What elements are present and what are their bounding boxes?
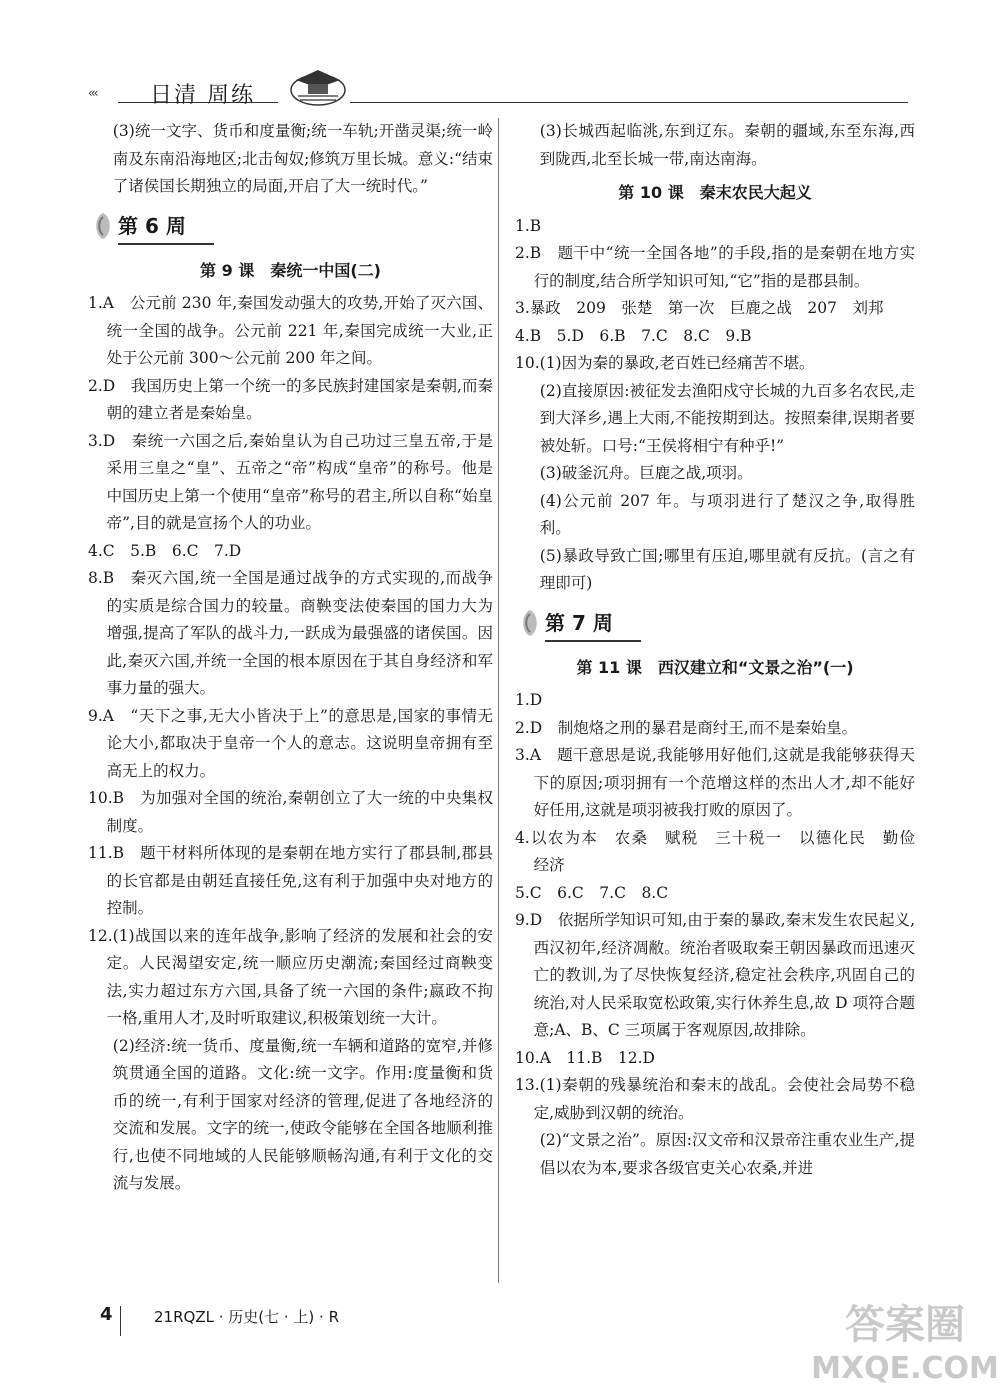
answer-subitem: (3)破釜沉舟。巨鹿之战,项羽。	[539, 464, 753, 482]
answer-subitem: (2)经济:统一货币、度量衡,统一车辆和道路的宽窄,并修筑贯通全国的道路。文化:统一文字。作用:度量衡和货币的统一,有利于国家对经济的管理,促进了各地经济的交流和发展。文字的统一,使政令能够在全国各地顺利推行,也使不同地域的人民能够顺畅沟通,有利于文化的交流与发展。	[112, 1036, 493, 1192]
answer-item: 3.暴政 209 张楚 第一次 巨鹿之战 207 刘邦	[515, 299, 884, 317]
watermark-logo-icon	[810, 1290, 1000, 1390]
answer-paragraph: (3)统一文字、货币和度量衡;统一车轨;开凿灵渠;统一岭南及东南沿海地区;北击匈奴;修筑万里长城。意义:“结束了诸侯国长期独立的局面,开启了大一统时代。”	[112, 122, 493, 195]
header-title: 日清 周练	[150, 83, 255, 108]
lesson-title: 第 11 课 西汉建立和“文景之治”(一)	[576, 657, 854, 677]
answer-item: 4.B 5.D 6.B 7.C 8.C 9.B	[515, 326, 752, 345]
swirl-icon	[90, 211, 116, 241]
answer-item: 2.D 我国历史上第一个统一的多民族封建国家是秦朝,而秦朝的建立者是秦始皇。	[88, 376, 493, 422]
answer-item: 3.A 题干意思是说,我能够用好他们,这就是我能够获得天下的原因;项羽拥有一个范增这样的杰出人才,却不能好好任用,这就是项羽被我打败的原因了。	[515, 746, 915, 819]
footer-rule	[120, 1306, 121, 1336]
answer-subitem: (4)公元前 207 年。与项羽进行了楚汉之争,取得胜利。	[539, 491, 915, 537]
answer-item: 1.A 公元前 230 年,秦国发动强大的攻势,开始了灭六国、统一全国的战争。公元前 221 年,秦国完成统一大业,正处于公元前 300～公元前 200 年之间。	[88, 294, 493, 367]
swirl-icon	[517, 608, 543, 638]
lesson-title: 第 9 课 秦统一中国(二)	[200, 260, 381, 280]
graduation-cap-logo-icon	[288, 62, 348, 108]
watermark-line1: 答案圈	[845, 1302, 965, 1348]
header-rule	[350, 102, 908, 103]
answer-item: 9.D 依据所学知识可知,由于秦的暴政,秦末发生农民起义,西汉初年,经济凋敝。统治者吸取秦王朝因暴政而迅速灭亡的教训,为了尽快恢复经济,稳定社会秩序,巩固自己的统治,对人民采取宽松政策,实行休养生息,故 D 项符合题意;A、B、C 三项属于客观原因,故排除。	[515, 911, 915, 1039]
lesson-title: 第 10 课 秦末农民大起义	[618, 183, 812, 202]
answer-item: 1.B	[515, 216, 542, 235]
answer-item: 2.B 题干中“统一全国各地”的手段,指的是秦朝在地方实行的制度,结合所学知识可知,“它”指的是郡县制。	[515, 244, 915, 290]
answer-item: 10.B 为加强对全国的统治,秦朝创立了大一统的中央集权制度。	[88, 789, 493, 835]
answer-subitem: (5)暴政导致亡国;哪里有压迫,哪里就有反抗。(言之有理即可)	[539, 546, 915, 592]
week-underline	[118, 243, 214, 245]
header-arrows: ‹‹‹	[88, 86, 97, 100]
answer-item: 3.D 秦统一六国之后,秦始皇认为自己功过三皇五帝,于是采用三皇之“皇”、五帝之“帝”构成“皇帝”的称号。他是中国历史上第一个使用“皇帝”称号的君主,所以自称“始皇帝”,目的就是宣扬个人的功业。	[88, 431, 493, 532]
answer-item: 1.D	[515, 691, 543, 709]
week-title: 第 7 周	[545, 610, 613, 635]
answer-item: 5.C 6.C 7.C 8.C	[515, 883, 669, 902]
answer-item: 4.C 5.B 6.C 7.D	[88, 541, 242, 560]
page-header	[88, 76, 908, 106]
column-divider	[498, 118, 499, 1283]
page-number: 4	[100, 1304, 113, 1325]
answer-item: 2.D 制炮烙之刑的暴君是商纣王,而不是秦始皇。	[515, 718, 858, 737]
answer-item: 10.(1)因为秦的暴政,老百姓已经痛苦不堪。	[515, 354, 815, 372]
watermark-line2: MXQE.COM	[811, 1351, 999, 1386]
answer-paragraph: (3)长城西起临洮,东到辽东。秦朝的疆域,东至东海,西到陇西,北至长城一带,南达南海。	[539, 122, 915, 168]
page-footer	[100, 1300, 500, 1340]
answer-item: 8.B 秦灭六国,统一全国是通过战争的方式实现的,而战争的实质是综合国力的较量。商鞅变法使秦国的国力大为增强,提高了军队的战斗力,一跃成为最强盛的诸侯国。因此,秦灭六国,并统一全国的根本原因在于其自身经济和军事力量的强大。	[88, 569, 493, 697]
answer-item: 9.A “天下之事,无大小皆决于上”的意思是,国家的事情无论大小,都取决于皇帝一个人的意志。这说明皇帝拥有至高无上的权力。	[88, 706, 493, 780]
answer-item: 12.(1)战国以来的连年战争,影响了经济的发展和社会的安定。人民渴望安定,统一顺应历史潮流;秦国经过商鞅变法,实力超过东方六国,具备了统一六国的条件;嬴政不拘一格,重用人才,及时听取建议,积极策划统一大计。	[88, 926, 493, 1027]
right-column	[515, 118, 931, 1182]
book-code: 21RQZL · 历史(七 · 上) · R	[154, 1308, 339, 1326]
answer-item: 11.B 题干材料所体现的是秦朝在地方实行了郡县制,郡县的长官都是由朝廷直接任免,这有利于加强中央对地方的控制。	[88, 844, 493, 917]
answer-item: 13.(1)秦朝的残暴统治和秦末的战乱。会使社会局势不稳定,威胁到汉朝的统治。	[515, 1076, 915, 1122]
week-heading	[515, 602, 915, 648]
week-underline	[545, 640, 641, 642]
answer-subitem: (2)直接原因:被征发去渔阳戍守长城的九百多名农民,走到大泽乡,遇上大雨,不能按期到达。按照秦律,误期者要被处斩。口号:“王侯将相宁有种乎!”	[539, 381, 915, 455]
week-title: 第 6 周	[118, 213, 186, 238]
answer-item: 10.A 11.B 12.D	[515, 1048, 655, 1067]
week-heading	[88, 205, 493, 251]
answer-subitem: (2)“文景之治”。原因:汉文帝和汉景帝注重农业生产,提倡以农为本,要求各级官吏关心农桑,并进	[539, 1131, 915, 1177]
left-column	[88, 118, 493, 1198]
answer-item: 4.以农为本 农桑 赋税 三十税一 以德化民 勤俭 经济	[515, 828, 931, 874]
